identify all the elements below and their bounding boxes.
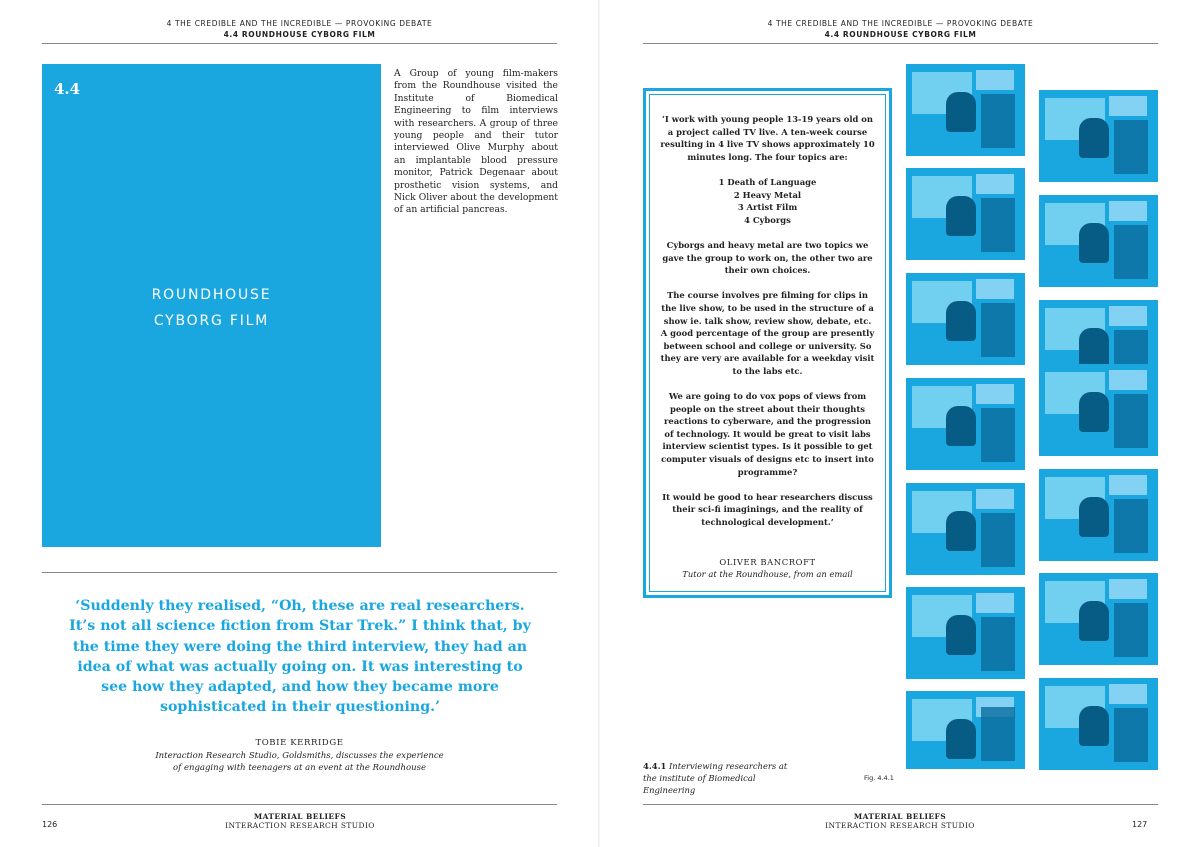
email-paragraph: Cyborgs and heavy metal are two topics we gave the group to work on, the other two are their own choices. xyxy=(662,239,873,276)
running-head-section: 4.4 ROUNDHOUSE CYBORG FILM xyxy=(223,30,376,39)
running-head xyxy=(643,18,1158,40)
page-number: 127 xyxy=(1132,820,1148,829)
email-quote-box xyxy=(643,88,892,598)
photo xyxy=(906,691,1025,769)
email-quote-box-inner xyxy=(649,94,886,592)
bottom-rule xyxy=(643,804,1158,805)
footer-subtitle: INTERACTION RESEARCH STUDIO xyxy=(825,821,975,830)
email-author: OLIVER BANCROFT xyxy=(719,557,816,567)
photo xyxy=(906,64,1025,156)
topic-list xyxy=(660,176,875,226)
running-head xyxy=(42,18,557,40)
top-rule xyxy=(42,43,557,44)
footer xyxy=(800,812,1000,830)
figure-caption xyxy=(643,760,803,796)
email-paragraph: It would be good to hear researchers discuss their sci-fi imaginings, and the reality of technological development.’ xyxy=(662,491,873,527)
email-paragraph: ‘I work with young people 13-19 years old on a project called TV live. A ten-week course resulting in 4 live TV shows approximately 10 minutes long. The four topics are: xyxy=(660,114,875,162)
quote-author: TOBIE KERRIDGE xyxy=(255,738,344,748)
photo xyxy=(906,273,1025,365)
figure-label: Fig. 4.4.1 xyxy=(864,774,894,782)
photo xyxy=(1039,90,1158,182)
footer-title: MATERIAL BELIEFS xyxy=(853,812,947,821)
pull-quote: ‘Suddenly they realised, “Oh, these are real researchers. It’s not all science fiction from Star Trek.” I think that, by the time they were doing the third interview, they had an idea of what was actually going on. It was interesting to see how they adapted, and how they became more sophisticated in their questioning.’ xyxy=(69,598,531,716)
footer xyxy=(200,812,400,830)
top-rule xyxy=(643,43,1158,44)
quote-description xyxy=(42,750,557,774)
intro-paragraph: A Group of young film-makers from the Roundhouse visited the Institute of Biomedical Engineering to film interviews with researchers. A group of three young people and their tutor interviewed Olive Murphy about an implantable blood pressure monitor, Patrick Degenaar about prosthetic vision systems, and Nick Oliver about the development of an artificial pancreas. xyxy=(394,68,558,216)
photo xyxy=(1039,678,1158,770)
running-head-section: 4.4 ROUNDHOUSE CYBORG FILM xyxy=(824,30,977,39)
section-number: 4.4 xyxy=(54,80,81,98)
topic-item: 1 Death of Language xyxy=(718,176,817,187)
middle-rule xyxy=(42,572,557,573)
footer-subtitle: INTERACTION RESEARCH STUDIO xyxy=(225,821,375,830)
photo xyxy=(906,483,1025,575)
quote-description-line2: of engaging with teenagers at an event at the Roundhouse xyxy=(172,763,427,773)
page-number: 126 xyxy=(42,820,58,829)
right-page xyxy=(600,0,1200,847)
photo xyxy=(1039,195,1158,287)
section-title-block xyxy=(42,64,381,547)
quote-description-line1: Interaction Research Studio, Goldsmiths, discusses the experience xyxy=(155,751,444,761)
photo xyxy=(906,587,1025,679)
running-head-chapter: 4 THE CREDIBLE AND THE INCREDIBLE — PROVOKING DEBATE xyxy=(767,19,1034,28)
topic-item: 3 Artist Film xyxy=(737,202,798,213)
running-head-chapter: 4 THE CREDIBLE AND THE INCREDIBLE — PROVOKING DEBATE xyxy=(166,19,433,28)
photo xyxy=(1039,364,1158,456)
email-quote-text xyxy=(660,113,875,541)
email-paragraph: We are going to do vox pops of views from people on the street about their thoughts reactions to cyberware, and the progression of technology. It would be great to visit labs interview scientist types. Is it possible to get computer visuals of designs etc to insert into programme? xyxy=(661,391,874,477)
topic-item: 2 Heavy Metal xyxy=(733,189,802,200)
photo xyxy=(1039,469,1158,561)
bottom-rule xyxy=(42,804,557,805)
footer-title: MATERIAL BELIEFS xyxy=(253,812,347,821)
email-author-role: Tutor at the Roundhouse, from an email xyxy=(682,569,853,579)
section-title xyxy=(42,282,381,334)
caption-text: Interviewing researchers at the institute of Biomedical Engineering xyxy=(643,761,788,795)
topic-item: 4 Cyborgs xyxy=(744,214,791,225)
section-title-line1: ROUNDHOUSE xyxy=(151,287,272,303)
photo xyxy=(906,378,1025,470)
email-paragraph: The course involves pre filming for clips in the live show, to be used in the structure of a show ie. talk show, review show, debate, etc. A good percentage of the group are presently between school and college or university. So they are very are available for a weekday visit to the labs etc. xyxy=(660,290,875,376)
photo xyxy=(906,168,1025,260)
section-title-line2: CYBORG FILM xyxy=(153,313,270,329)
caption-number: 4.4.1 xyxy=(643,761,667,771)
photo xyxy=(1039,573,1158,665)
